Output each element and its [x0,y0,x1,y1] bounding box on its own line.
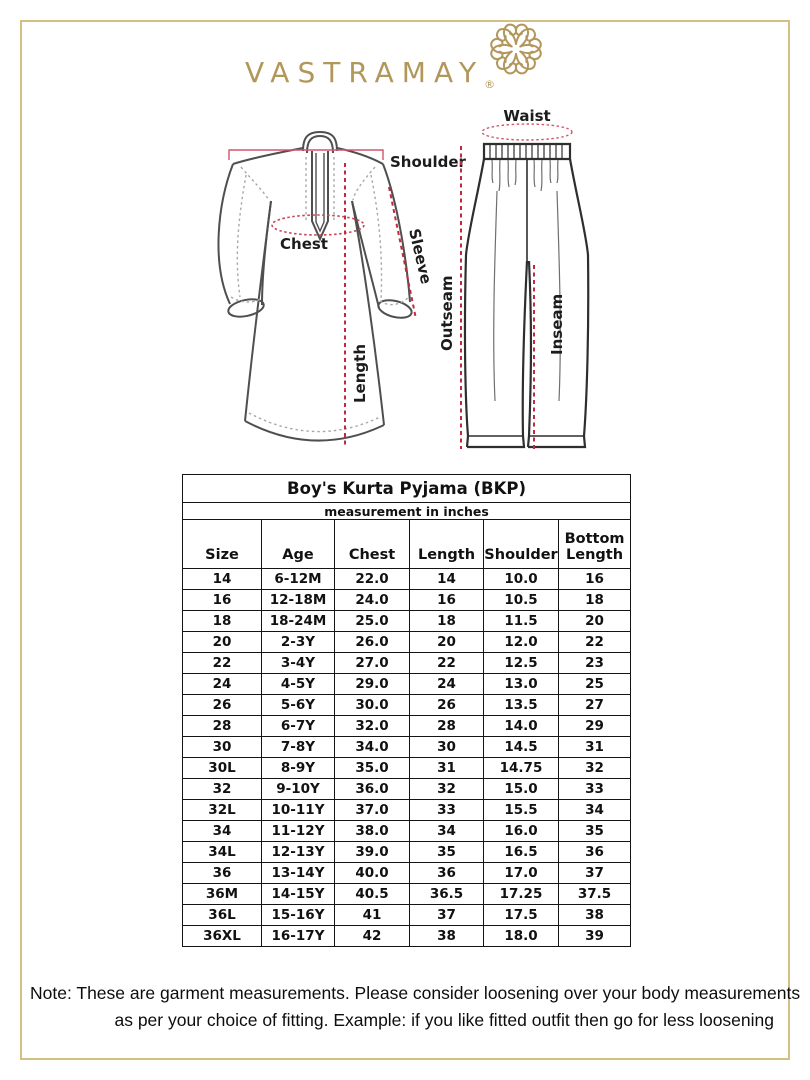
table-cell: 38 [410,926,484,947]
table-cell: 6-7Y [262,716,335,737]
table-row [183,653,631,674]
waist-label: Waist [503,107,551,125]
table-cell: 16-17Y [262,926,335,947]
table-cell: 28 [410,716,484,737]
table-cell: 30 [183,737,262,758]
size-table-body [183,569,631,947]
table-cell: 16.5 [484,842,559,863]
table-cell: 17.0 [484,863,559,884]
table-cell: 11-12Y [262,821,335,842]
table-cell: 14.75 [484,758,559,779]
table-cell: 26.0 [335,632,410,653]
table-cell: 34 [410,821,484,842]
table-cell: 24 [183,674,262,695]
table-cell: 27.0 [335,653,410,674]
table-cell: 31 [559,737,631,758]
table-cell: 36L [183,905,262,926]
table-cell: 42 [335,926,410,947]
table-cell: 32 [183,779,262,800]
measurement-note [30,980,801,1034]
table-row [183,800,631,821]
table-row [183,716,631,737]
length-label: Length [351,344,369,403]
table-cell: 27 [559,695,631,716]
table-cell: 26 [410,695,484,716]
table-row [183,842,631,863]
table-cell: 37.0 [335,800,410,821]
table-cell: 40.5 [335,884,410,905]
table-row [183,758,631,779]
chest-label: Chest [280,235,328,253]
table-cell: 12.0 [484,632,559,653]
table-cell: 36M [183,884,262,905]
table-cell: 18 [559,590,631,611]
table-row [183,905,631,926]
table-row [183,821,631,842]
table-cell: 36 [410,863,484,884]
table-row [183,737,631,758]
note-line-2: as per your choice of fitting. Example: if you like fitted outfit then go for less loosening [114,1010,774,1030]
table-cell: 25.0 [335,611,410,632]
table-cell: 18 [410,611,484,632]
table-cell: 32L [183,800,262,821]
table-cell: 36XL [183,926,262,947]
table-row [183,611,631,632]
table-cell: 6-12M [262,569,335,590]
table-cell: 30L [183,758,262,779]
table-cell: 20 [183,632,262,653]
table-cell: 39.0 [335,842,410,863]
table-row [183,779,631,800]
table-cell: 11.5 [484,611,559,632]
brand-ornament-icon [489,22,543,76]
table-cell: 7-8Y [262,737,335,758]
table-row [183,590,631,611]
table-cell: 20 [559,611,631,632]
table-cell: 10.0 [484,569,559,590]
table-cell: 14.0 [484,716,559,737]
table-row [183,695,631,716]
table-cell: 18-24M [262,611,335,632]
table-cell: 34L [183,842,262,863]
table-cell: 16.0 [484,821,559,842]
table-cell: 24 [410,674,484,695]
table-cell: 28 [183,716,262,737]
table-cell: 2-3Y [262,632,335,653]
table-cell: 18.0 [484,926,559,947]
table-row [183,863,631,884]
pyjama-measure-marks [461,124,572,449]
table-cell: 31 [410,758,484,779]
table-cell: 23 [559,653,631,674]
table-cell: 13.0 [484,674,559,695]
table-cell: 16 [410,590,484,611]
table-cell: 15.5 [484,800,559,821]
table-cell: 20 [410,632,484,653]
table-cell: 17.25 [484,884,559,905]
size-chart [182,474,630,947]
note-line-1: Note: These are garment measurements. Please consider loosening over your body measurements [30,983,801,1003]
table-cell: 40.0 [335,863,410,884]
table-cell: 14.5 [484,737,559,758]
table-cell: 32 [559,758,631,779]
brand-logo [0,56,740,91]
table-cell: 29.0 [335,674,410,695]
table-cell: 38 [559,905,631,926]
table-cell: 22 [183,653,262,674]
waist-measure-ellipse [482,124,572,140]
table-cell: 29 [559,716,631,737]
measurement-diagram [0,103,810,465]
table-cell: 17.5 [484,905,559,926]
table-cell: 36 [559,842,631,863]
table-cell: 15-16Y [262,905,335,926]
table-cell: 39 [559,926,631,947]
table-cell: 37 [410,905,484,926]
sleeve-label: Sleeve [405,226,436,286]
kurta-figure [218,132,413,441]
outseam-label: Outseam [438,275,456,351]
column-header: Bottom Length [559,520,631,569]
table-cell: 16 [559,569,631,590]
column-header: Length [410,520,484,569]
table-cell: 30 [410,737,484,758]
registered-mark: ® [484,78,496,91]
size-chart-table [182,474,631,947]
table-cell: 22.0 [335,569,410,590]
column-header: Chest [335,520,410,569]
pyjama-figure [465,144,588,447]
table-title: Boy's Kurta Pyjama (BKP) [183,475,631,503]
table-cell: 12-13Y [262,842,335,863]
column-header-row [183,520,631,569]
table-cell: 3-4Y [262,653,335,674]
table-cell: 35 [410,842,484,863]
table-cell: 37 [559,863,631,884]
table-cell: 35.0 [335,758,410,779]
table-cell: 14 [410,569,484,590]
table-cell: 4-5Y [262,674,335,695]
table-cell: 30.0 [335,695,410,716]
table-cell: 10.5 [484,590,559,611]
table-cell: 14 [183,569,262,590]
table-row [183,926,631,947]
table-cell: 34.0 [335,737,410,758]
table-cell: 41 [335,905,410,926]
table-cell: 35 [559,821,631,842]
table-cell: 36.0 [335,779,410,800]
table-cell: 16 [183,590,262,611]
table-cell: 18 [183,611,262,632]
table-cell: 33 [559,779,631,800]
column-header: Age [262,520,335,569]
table-cell: 36 [183,863,262,884]
table-cell: 34 [559,800,631,821]
table-cell: 37.5 [559,884,631,905]
brand-name: VASTRAMAY [244,56,485,89]
table-cell: 13-14Y [262,863,335,884]
table-cell: 32.0 [335,716,410,737]
table-cell: 24.0 [335,590,410,611]
table-cell: 34 [183,821,262,842]
table-cell: 22 [410,653,484,674]
table-subtitle: measurement in inches [183,503,631,520]
table-cell: 14-15Y [262,884,335,905]
table-cell: 9-10Y [262,779,335,800]
table-cell: 15.0 [484,779,559,800]
table-row [183,884,631,905]
shoulder-label: Shoulder [390,153,466,171]
table-cell: 36.5 [410,884,484,905]
table-row [183,632,631,653]
table-cell: 12.5 [484,653,559,674]
table-cell: 12-18M [262,590,335,611]
table-cell: 32 [410,779,484,800]
table-cell: 38.0 [335,821,410,842]
kurta-measure-marks [229,150,416,446]
inseam-label: Inseam [548,293,566,355]
table-row [183,674,631,695]
table-cell: 13.5 [484,695,559,716]
table-cell: 10-11Y [262,800,335,821]
table-cell: 22 [559,632,631,653]
table-cell: 5-6Y [262,695,335,716]
column-header: Size [183,520,262,569]
table-row [183,569,631,590]
table-cell: 26 [183,695,262,716]
table-cell: 33 [410,800,484,821]
table-cell: 25 [559,674,631,695]
table-cell: 8-9Y [262,758,335,779]
column-header: Shoulder [484,520,559,569]
